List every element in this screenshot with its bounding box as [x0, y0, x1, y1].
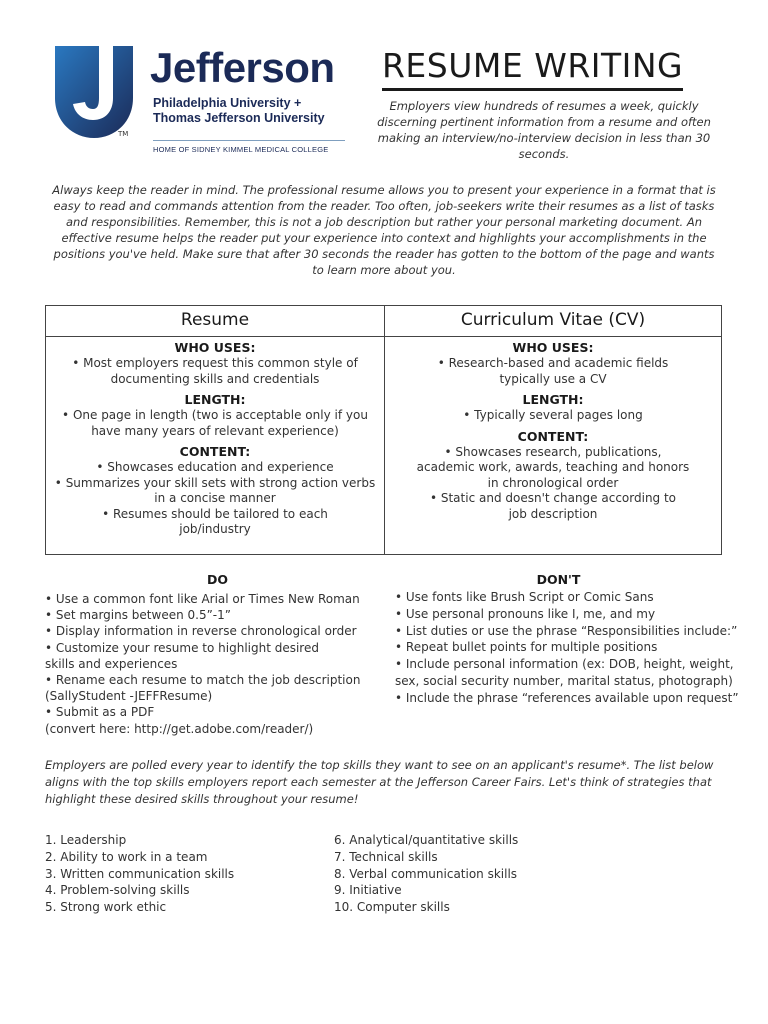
skills-list-right [334, 832, 634, 916]
skill-item: 2. Ability to work in a team [45, 849, 208, 864]
logo-divider [153, 140, 345, 141]
list-item: • Customize your resume to highlight desired [45, 640, 319, 655]
table-line: • Resumes should be tailored to each [102, 506, 328, 521]
cv-column [385, 306, 721, 554]
skill-item: 7. Technical skills [334, 849, 438, 864]
do-heading: DO [206, 572, 228, 587]
skills-list-left [45, 832, 325, 916]
skill-item: 10. Computer skills [334, 900, 450, 915]
table-line: typically use a CV [499, 371, 607, 386]
list-item: • Rename each resume to match the job description [45, 673, 361, 688]
intro-summary: Employers view hundreds of resumes a week, quickly discerning pertinent information from a resume and often making an interview/no-interview decision in less than 30 seconds. [377, 99, 711, 161]
top-skills-intro: Employers are polled every year to identify the top skills they want to see on an applicant's resume*. The list below aligns with the top skills employers report each semester at the Jefferson Career Fairs. Let's think of strategies that highlight these desired skills throughout your resume! [45, 758, 714, 806]
skill-item: 3. Written communication skills [45, 866, 235, 881]
list-item: skills and experiences [45, 656, 178, 671]
logo-subtitle-2: Thomas Jefferson University [153, 111, 325, 125]
list-item: • Use a common font like Arial or Times New Roman [45, 592, 360, 606]
jefferson-logo [55, 46, 355, 161]
list-item: • Include the phrase “references available upon request” [395, 690, 739, 705]
resume-content-label: CONTENT: [179, 444, 251, 459]
cv-who-uses-label: WHO USES: [512, 340, 594, 355]
page-title: RESUME WRITING [382, 46, 683, 91]
list-item: • Submit as a PDF [45, 705, 155, 720]
trademark-label: TM [118, 130, 129, 138]
list-item: • Use fonts like Brush Script or Comic Sans [395, 590, 654, 604]
resume-column [46, 306, 385, 554]
list-item: • Set margins between 0.5”-1” [45, 608, 231, 623]
table-line: • Showcases education and experience [96, 460, 334, 474]
table-line: • Research-based and academic fields [437, 356, 669, 370]
resume-who-uses-label: WHO USES: [174, 340, 256, 355]
table-line: academic work, awards, teaching and honors [416, 460, 690, 474]
table-line: job description [508, 506, 598, 521]
list-item: • Include personal information (ex: DOB, height, weight, [395, 657, 734, 672]
list-item: • Repeat bullet points for multiple positions [395, 640, 658, 655]
list-item: (convert here: http://get.adobe.com/reader/) [45, 721, 314, 736]
table-line: • Typically several pages long [463, 408, 643, 422]
list-item: sex, social security number, marital status, photograph) [395, 673, 733, 688]
resume-column-heading: Resume [46, 306, 384, 337]
table-line: in chronological order [487, 475, 619, 490]
cv-length-label: LENGTH: [522, 392, 584, 407]
resume-column-body [46, 337, 384, 538]
table-line: in a concise manner [154, 491, 276, 505]
skill-item: 4. Problem-solving skills [45, 883, 190, 898]
table-line: • Static and doesn't change according to [429, 491, 677, 505]
list-item: • Display information in reverse chronological order [45, 624, 357, 639]
table-line: • One page in length (two is acceptable only if you [62, 408, 368, 422]
cv-column-body [385, 337, 721, 522]
intro-paragraph: Always keep the reader in mind. The professional resume allows you to present your experience in a format that is easy to read and commands attention from the reader. Too often, job-seekers write their resumes as a list of tasks and responsibilities. Remember, this is not a job description but rather your personal marketing document. An effective resume helps the reader put your experience into context and highlights your accomplishments in the positions you've held. Make sure that after 30 seconds the reader has gotten to the bottom of the page and wants to learn more about you. [52, 183, 716, 277]
list-item: • Use personal pronouns like I, me, and my [395, 606, 656, 621]
table-line: • Most employers request this common style of [72, 356, 358, 370]
skill-item: 9. Initiative [334, 883, 402, 898]
cv-column-heading: Curriculum Vitae (CV) [385, 306, 721, 337]
skill-item: 8. Verbal communication skills [334, 866, 518, 881]
logo-tagline: HOME OF SIDNEY KIMMEL MEDICAL COLLEGE [153, 145, 329, 154]
logo-subtitle-1: Philadelphia University + [153, 96, 302, 110]
list-item: (SallyStudent -JEFFResume) [45, 689, 213, 704]
dont-heading: DON'T [536, 572, 581, 587]
skill-item: 1. Leadership [45, 833, 127, 847]
table-line: have many years of relevant experience) [91, 423, 339, 438]
do-list [45, 591, 390, 737]
resume-length-label: LENGTH: [184, 392, 246, 407]
table-line: job/industry [179, 522, 251, 536]
dont-list [395, 589, 739, 707]
cv-content-label: CONTENT: [517, 428, 589, 444]
logo-wordmark: Jefferson [150, 44, 335, 91]
skill-item: 6. Analytical/quantitative skills [334, 833, 519, 847]
jefferson-shield-icon [55, 46, 133, 140]
resume-vs-cv-table [45, 305, 722, 555]
list-item: • List duties or use the phrase “Responsibilities include:” [395, 623, 738, 638]
table-line: • Summarizes your skill sets with strong action verbs [54, 475, 376, 490]
table-line: • Showcases research, publications, [444, 444, 662, 459]
skill-item: 5. Strong work ethic [45, 900, 167, 915]
table-line: documenting skills and credentials [110, 371, 320, 386]
